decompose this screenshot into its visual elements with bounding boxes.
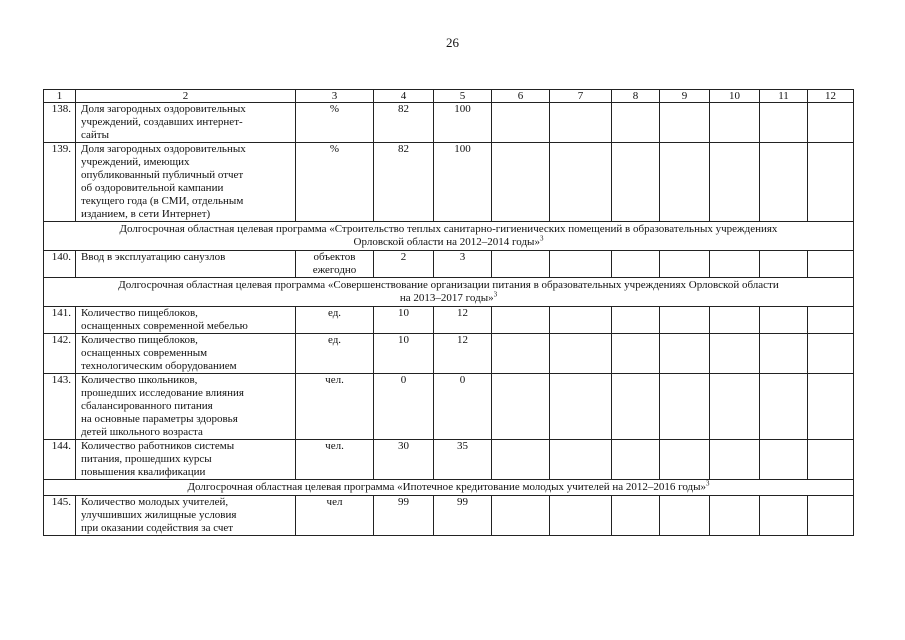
value-col-5: 100 — [434, 143, 492, 222]
empty-cell — [550, 251, 612, 278]
indicator-name-line: сбалансированного питания — [81, 400, 213, 412]
empty-cell — [550, 440, 612, 480]
indicator-name-line: изданием, в сети Интернет) — [81, 208, 211, 220]
program-heading-row — [44, 480, 854, 496]
empty-cell — [550, 374, 612, 440]
empty-cell — [492, 307, 550, 334]
empty-cell — [550, 307, 612, 334]
column-header: 12 — [808, 90, 854, 103]
empty-cell — [612, 440, 660, 480]
indicator-name-line: Доля загородных оздоровительных — [81, 143, 246, 155]
empty-cell — [710, 496, 760, 536]
row-number: 139. — [44, 143, 76, 222]
empty-cell — [492, 143, 550, 222]
empty-cell — [492, 103, 550, 143]
table-row — [44, 307, 854, 334]
unit: объектов ежегодно — [296, 251, 374, 278]
indicator-name-line: Количество работников системы — [81, 440, 235, 452]
table-row — [44, 334, 854, 374]
empty-cell — [710, 143, 760, 222]
table-row — [44, 440, 854, 480]
table-row — [44, 103, 854, 143]
empty-cell — [760, 496, 808, 536]
empty-cell — [760, 440, 808, 480]
row-number: 141. — [44, 307, 76, 334]
empty-cell — [710, 374, 760, 440]
unit: чел. — [296, 374, 374, 440]
empty-cell — [808, 143, 854, 222]
column-header: 10 — [710, 90, 760, 103]
indicator-name — [76, 334, 296, 374]
table-row — [44, 143, 854, 222]
indicator-name — [76, 307, 296, 334]
program-heading-text: на 2013–2017 годы» — [399, 292, 494, 304]
unit: чел. — [296, 440, 374, 480]
value-col-5: 12 — [434, 334, 492, 374]
indicator-name — [76, 496, 296, 536]
column-header: 2 — [76, 90, 296, 103]
unit: ед. — [296, 307, 374, 334]
empty-cell — [808, 334, 854, 374]
indicator-name-line: на основные параметры здоровья — [81, 413, 238, 425]
value-col-4: 82 — [374, 143, 434, 222]
indicator-name — [76, 374, 296, 440]
row-number: 138. — [44, 103, 76, 143]
empty-cell — [710, 334, 760, 374]
empty-cell — [492, 334, 550, 374]
empty-cell — [550, 143, 612, 222]
program-heading-line — [48, 223, 849, 236]
program-heading — [44, 222, 854, 251]
empty-cell — [660, 143, 710, 222]
empty-cell — [492, 496, 550, 536]
empty-cell — [612, 143, 660, 222]
empty-cell — [710, 307, 760, 334]
row-number: 143. — [44, 374, 76, 440]
unit: чел — [296, 496, 374, 536]
empty-cell — [808, 440, 854, 480]
empty-cell — [760, 334, 808, 374]
empty-cell — [710, 103, 760, 143]
page-number: 26 — [446, 35, 459, 50]
value-col-4: 2 — [374, 251, 434, 278]
row-number: 142. — [44, 334, 76, 374]
program-heading-text: Долгосрочная областная целевая программа «Совершенствование организации питания в образовательных учреждениях Орловской области — [118, 279, 779, 291]
value-col-5: 12 — [434, 307, 492, 334]
row-number: 144. — [44, 440, 76, 480]
value-col-5: 35 — [434, 440, 492, 480]
indicator-name-line: детей школьного возраста — [81, 426, 203, 438]
empty-cell — [660, 334, 710, 374]
column-header: 9 — [660, 90, 710, 103]
table-row — [44, 251, 854, 278]
empty-cell — [550, 103, 612, 143]
column-header: 6 — [492, 90, 550, 103]
empty-cell — [660, 103, 710, 143]
program-heading — [44, 278, 854, 307]
indicator-name-line: учреждений, создавших интернет- — [81, 116, 243, 128]
indicator-name — [76, 143, 296, 222]
program-heading-line — [48, 292, 849, 305]
indicator-name-line: текущего года (в СМИ, отдельным — [81, 195, 244, 207]
empty-cell — [660, 251, 710, 278]
value-col-4: 99 — [374, 496, 434, 536]
empty-cell — [760, 103, 808, 143]
indicators-table — [43, 89, 854, 536]
indicator-name-line: Количество школьников, — [81, 374, 198, 386]
indicator-name-line: Количество пищеблоков, — [81, 307, 198, 319]
program-heading-text: Долгосрочная областная целевая программа «Строительство теплых санитарно-гигиенических помещений в образовательных учреждениях — [119, 223, 778, 235]
column-header: 4 — [374, 90, 434, 103]
unit: % — [296, 103, 374, 143]
unit: ед. — [296, 334, 374, 374]
value-col-5: 0 — [434, 374, 492, 440]
program-heading-text: Долгосрочная областная целевая программа «Ипотечное кредитование молодых учителей на 2012–2016 годы» — [187, 481, 707, 493]
empty-cell — [808, 496, 854, 536]
program-heading-line — [48, 236, 849, 249]
program-heading-line — [48, 481, 849, 494]
indicator-name — [76, 251, 296, 278]
row-number: 140. — [44, 251, 76, 278]
value-col-4: 0 — [374, 374, 434, 440]
indicator-name-line: улучшивших жилищные условия — [81, 509, 237, 521]
indicator-name-line: Доля загородных оздоровительных — [81, 103, 246, 115]
footnote-mark: 3 — [706, 479, 710, 488]
value-col-4: 10 — [374, 334, 434, 374]
indicator-name-line: об оздоровительной кампании — [81, 182, 224, 194]
indicator-name-line: прошедших исследование влияния — [81, 387, 244, 399]
value-col-5: 100 — [434, 103, 492, 143]
empty-cell — [660, 496, 710, 536]
program-heading-row — [44, 278, 854, 307]
empty-cell — [612, 374, 660, 440]
empty-cell — [550, 334, 612, 374]
footnote-mark: 3 — [539, 234, 544, 243]
empty-cell — [492, 251, 550, 278]
empty-cell — [710, 251, 760, 278]
footnote-mark: 3 — [493, 290, 498, 299]
empty-cell — [612, 251, 660, 278]
empty-cell — [550, 496, 612, 536]
empty-cell — [660, 374, 710, 440]
column-header: 7 — [550, 90, 612, 103]
indicator-name-line: при оказании содействия за счет — [81, 522, 234, 534]
column-header: 8 — [612, 90, 660, 103]
table-row — [44, 374, 854, 440]
row-number: 145. — [44, 496, 76, 536]
empty-cell — [808, 103, 854, 143]
table-row — [44, 496, 854, 536]
value-col-5: 3 — [434, 251, 492, 278]
empty-cell — [492, 440, 550, 480]
unit: % — [296, 143, 374, 222]
header-row — [44, 90, 854, 103]
empty-cell — [660, 307, 710, 334]
indicator-name-line: Количество пищеблоков, — [81, 334, 198, 346]
empty-cell — [710, 440, 760, 480]
indicator-name-line: оснащенных современным — [81, 347, 208, 359]
value-col-4: 10 — [374, 307, 434, 334]
empty-cell — [760, 251, 808, 278]
program-heading-text: Орловской области на 2012–2014 годы» — [353, 236, 540, 248]
indicator-name-line: Ввод в эксплуатацию санузлов — [81, 251, 226, 263]
empty-cell — [612, 496, 660, 536]
empty-cell — [760, 143, 808, 222]
indicator-name-line: питания, прошедших курсы — [81, 453, 212, 465]
program-heading — [44, 480, 854, 496]
value-col-4: 30 — [374, 440, 434, 480]
empty-cell — [612, 334, 660, 374]
column-header: 3 — [296, 90, 374, 103]
empty-cell — [760, 374, 808, 440]
indicator-name-line: опубликованный публичный отчет — [81, 169, 244, 181]
empty-cell — [612, 307, 660, 334]
indicator-name-line: сайты — [81, 129, 109, 141]
value-col-4: 82 — [374, 103, 434, 143]
column-header: 11 — [760, 90, 808, 103]
indicator-name-line: учреждений, имеющих — [81, 156, 190, 168]
empty-cell — [808, 251, 854, 278]
empty-cell — [808, 374, 854, 440]
indicator-name-line: оснащенных современной мебелью — [81, 320, 248, 332]
indicator-name-line: Количество молодых учителей, — [81, 496, 229, 508]
empty-cell — [492, 374, 550, 440]
empty-cell — [808, 307, 854, 334]
empty-cell — [612, 103, 660, 143]
program-heading-line — [48, 279, 849, 292]
empty-cell — [660, 440, 710, 480]
empty-cell — [760, 307, 808, 334]
indicator-name-line: технологическим оборудованием — [81, 360, 237, 372]
column-header: 5 — [434, 90, 492, 103]
column-header: 1 — [44, 90, 76, 103]
indicator-name-line: повышения квалификации — [81, 466, 206, 478]
value-col-5: 99 — [434, 496, 492, 536]
indicator-name — [76, 103, 296, 143]
program-heading-row — [44, 222, 854, 251]
indicator-name — [76, 440, 296, 480]
